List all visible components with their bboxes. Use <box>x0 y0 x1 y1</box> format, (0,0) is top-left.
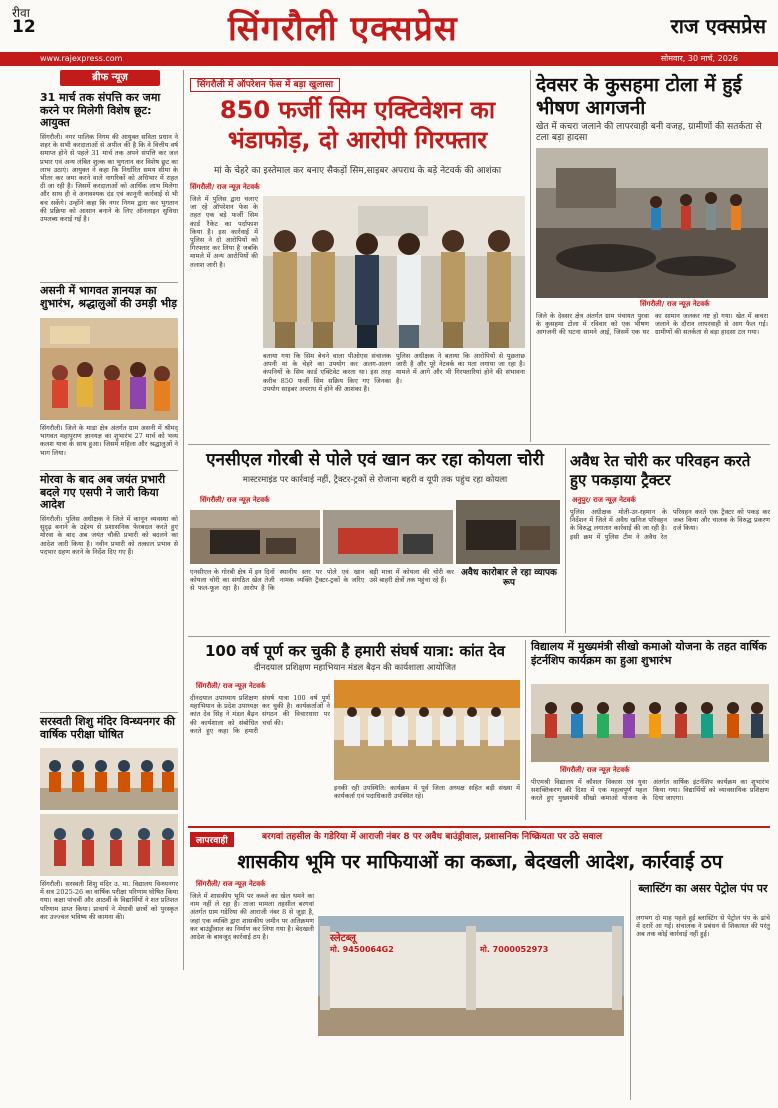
fire-photo <box>536 148 768 298</box>
coal-photo-2 <box>323 510 453 564</box>
story-headline: मोरवा के बाद अब जयंत प्रभारी बदले गए एसपी ने जारी किया आदेश <box>40 473 166 512</box>
land-headline: शासकीय भूमि पर माफियाओं का कब्जा, बेदखली आदेश, कार्रवाई ठप <box>237 851 723 873</box>
story-body: सिंगरौली। सरस्वती शिशु मंदिर उ. मा. विद्यालय विन्ध्यनगर में सत्र 2025-26 का वार्षिक परीक्षा परिणाम घोषित किया गया। कक्षा पांचवीं और आठवीं के विद्यार्थियों ने शत प्रतिशत परिणाम प्राप्त किया। प्राचार्य ने मेधावी छात्रों को पुरस्कृत कर उज्ज्वल भविष्य की कामना की। <box>40 880 178 921</box>
land-byline: सिंगरौली/ राज न्यूज़ नेटवर्क <box>196 880 266 888</box>
edition-info <box>12 6 36 37</box>
bhagwat-photo <box>40 318 178 420</box>
lead-subhead: मां के चेहरे का इस्तेमाल कर बनाए सैकड़ों सिम,साइबर अपराध के बड़े नेटवर्क की आशंका <box>213 166 502 176</box>
centenary-photo <box>334 680 520 780</box>
centenary-caption: इनकी रही उपस्थिति: कार्यक्रम में पूर्व जिला अध्यक्ष सहित बड़ी संख्या में कार्यकर्ता एवं पदाधिकारी उपस्थित रहे। <box>334 784 520 801</box>
school-photo-1 <box>40 748 178 810</box>
masthead <box>0 0 778 52</box>
brief-story-3 <box>40 474 178 705</box>
brief-news-header: ब्रीफ न्यूज़ <box>60 70 160 86</box>
coal-photo-1 <box>190 510 320 564</box>
centenary-headline: 100 वर्ष पूर्ण कर चुकी है हमारी संघर्ष यात्रा: कांत देव <box>205 642 505 660</box>
section-title: सिंगरौली एक्सप्रेस <box>228 9 458 49</box>
land-kicker: बरगवां तहसील के गडेरिया में आराजी नंबर 8 पर अवैध बाउंड्रीवाल, प्रशासनिक निष्क्रियता पर उठे सवाल <box>262 832 603 842</box>
sand-body: पुलिस अधीक्षक मोती-उर-रहमान के निर्देशन में जिले में अवैध खनिज परिवहन के विरुद्ध लगातार कार्रवाई की जा रही है। इसी क्रम में पुलिस टीम ने अवैध रेत परिवहन करते एक ट्रैक्टर को पकड़ कर जब्त किया और चालक के विरुद्ध प्रकरण दर्ज किया। <box>570 508 770 541</box>
coal-byline: सिंगरौली/ राज न्यूज़ नेटवर्क <box>200 496 270 504</box>
story-headline: सरस्वती शिशु मंदिर विन्ध्यनगर की वार्षिक परीक्षा घोषित <box>40 715 175 741</box>
issue-date: सोमवार, 30 मार्च, 2026 <box>660 54 738 63</box>
land-wall-photo <box>318 916 624 1036</box>
brief-story-2 <box>40 285 178 310</box>
school-photo-2 <box>40 814 178 876</box>
fire-subhead: खेत में कचरा जलाने की लापरवाही बनी वजह, ग्रामीणों की सतर्कता से टला बड़ा हादसा <box>536 122 762 143</box>
school-photo <box>531 684 769 762</box>
school-headline: विद्यालय में मुख्यमंत्री सीखो कमाओ योजना के तहत वार्षिक इंटर्नशिप कार्यक्रम का हुआ शुभारंभ <box>531 640 767 667</box>
lead-headline: 850 फर्जी सिम एक्टिवेशन का भंडाफोड़, दो आरोपी गिरफ्तार <box>219 96 496 154</box>
coal-box-head: अवैध कारोबार ले रहा व्यापक रूप <box>461 568 557 589</box>
lead-police-photo <box>263 196 525 348</box>
fire-headline: देवसर के कुसहमा टोला में हुई भीषण आगजनी <box>536 74 742 119</box>
story-headline: 31 मार्च तक संपत्ति कर जमा करने पर मिलेगी विशेष छूट: आयुक्त <box>40 91 161 130</box>
lead-body-col3: पुलिस अधीक्षक ने बताया कि आरोपियों से पूछताछ जारी है और पूरे नेटवर्क का पता लगाया जा रहा है। मामले में आगे और भी गिरफ्तारियां होने की संभावना है। <box>396 352 525 385</box>
coal-body: एनसीएल के गोरबी क्षेत्र में इन दिनों कोयला चोरी का संगठित खेल तेजी से फल-फूल रहा है। आरोप है कि स्थानीय स्तर पर पोले एवं खान नामक व्यक्ति ट्रैक्टर-ट्रकों के जरिए बड़ी मात्रा में कोयला की चोरी कर उसे बाहरी क्षेत्रों तक पहुंचा रहे हैं। <box>190 568 454 593</box>
wall-phone-2: मो. 7000052973 <box>480 945 549 954</box>
photo-caption: सिंगरौली। जिले के माडा क्षेत्र अंतर्गत ग्राम असनी में श्रीमद् भागवत महापुराण ज्ञानयज्ञ का शुभारंभ 27 मार्च को भव्य कलश यात्रा के साथ हुआ। जिसमें महिला और श्रद्धालुओं ने भाग लिया। <box>40 424 178 457</box>
coal-headline: एनसीएल गोरबी से पोले एवं खान कर रहा कोयला चोरी <box>206 450 544 470</box>
edition-city: रीवा <box>12 6 30 20</box>
coal-subhead: मास्टरमाइंड पर कार्रवाई नहीं, ट्रैक्टर-ट्रकों से रोजाना बहरी व यूपी तक पहुंच रहा कोयला <box>242 475 508 485</box>
lead-body-col2: बताया गया कि सिम बेचने वाला पीओएस संचालक अपनी मां के चेहरे का उपयोग कर अलग-अलग कंपनियों के सिम कार्ड एक्टिवेट करता था। इस तरह करीब 850 फर्जी सिम सक्रिय किए गए जिनका उपयोग साइबर अपराध में होने की आशंका है। <box>263 352 391 393</box>
blast-box-head: ब्लास्टिंग का असर पेट्रोल पंप पर <box>638 882 768 895</box>
sand-byline: अनुपुर/ राज न्यूज़ नेटवर्क <box>572 496 636 504</box>
lead-kicker: सिंगरौली में ऑपरेशन फेस में बड़ा खुलासा <box>190 72 340 91</box>
fire-byline: सिंगरौली/ राज न्यूज़ नेटवर्क <box>640 300 710 308</box>
sand-headline: अवैध रेत चोरी कर परिवहन करते हुए पकड़ाया ट्रैक्टर <box>570 452 751 489</box>
centenary-body: दीनदयाल उपाध्याय प्रशिक्षण महाभियान के प्रदेश उपाध्यक्ष कांत देव सिंह ने मंडल बैढ़न की कार्यशाला को संबोधित करते हुए कहा कि हमारी संघर्ष यात्रा 100 वर्ष पूर्ण कर चुकी है। कार्यकर्ताओं ने संगठन की विचारधारा पर चर्चा की। <box>190 694 330 735</box>
centenary-subhead: दीनदयाल प्रशिक्षण महाभियान मंडल बैढ़न की कार्यशाला आयोजित <box>254 663 456 673</box>
wall-phone-1: मो. 9450064G2 <box>330 945 394 954</box>
land-body: जिले में शासकीय भूमि पर कब्जे का खेल थमने का नाम नहीं ले रहा है। ताजा मामला तहसील बरगवां अंतर्गत ग्राम गडेरिया की आराजी नंबर 8 से जुड़ा है, जहां एक व्यक्ति द्वारा शासकीय जमीन पर अतिक्रमण कर बाउंड्रीवाल का निर्माण कर लिया गया है। बेदखली आदेश के बावजूद कार्रवाई ठप है। <box>190 892 314 942</box>
story-headline: असनी में भागवत ज्ञानयज्ञ का शुभारंभ, श्रद्धालुओं की उमड़ी भीड़ <box>40 284 178 310</box>
lead-byline: सिंगरौली/ राज न्यूज़ नेटवर्क <box>190 183 260 191</box>
story-body: सिंगरौली। पुलिस अधीक्षक ने जिले में कानून व्यवस्था को सुदृढ़ बनाने के उद्देश्य से प्रशासनिक फेरबदल करते हुए मोरवा के बाद अब जयंत चौकी प्रभारी को बदलने का आदेश जारी किया है। नवीन प्रभारी को तत्काल प्रभाव से पदभार ग्रहण करने के निर्देश दिए गए हैं। <box>40 514 178 556</box>
page-number: 12 <box>12 17 36 37</box>
centenary-byline: सिंगरौली/ राज न्यूज़ नेटवर्क <box>196 682 266 690</box>
brief-story-1 <box>40 92 178 283</box>
school-byline: सिंगरौली/ राज न्यूज़ नेटवर्क <box>560 766 630 774</box>
date-bar <box>0 52 778 66</box>
story-body: सिंगरौली। नगर पालिक निगम की आयुक्त सविता प्रधान ने शहर के सभी करदाताओं से अपील की है कि वे वित्तीय वर्ष समाप्त होने से पहले 31 मार्च तक अपने संपत्ति कर जल प्रभार एवं अन्य लंबित शुल्क का भुगतान कर विशेष छूट का लाभ उठाएं। आयुक्त ने कहा कि निर्धारित समय सीमा के भीतर कर जमा करने वाले नागरिकों को अधिभार में राहत दी जा रही है। जिसमें करदाताओं को आर्थिक लाभ मिलेगा और साथ ही वे अनावश्यक दंड एवं कानूनी कार्रवाई से भी बच सकेंगे। उन्होंने कहा कि नगर निगम द्वारा कर भुगतान की प्रक्रिया को आसान बनाने के लिए ऑनलाइन सुविधा उपलब्ध कराई गई है। <box>40 132 178 223</box>
school-body: पीएमश्री विद्यालय में कौशल विकास एवं युवा सशक्तिकरण की दिशा में एक महत्वपूर्ण पहल करते हुए मुख्यमंत्री सीखो कमाओ योजना के अंतर्गत वार्षिक इंटर्नशिप कार्यक्रम का शुभारंभ किया गया। विद्यार्थियों को व्यावसायिक प्रशिक्षण दिया जाएगा। <box>531 778 769 803</box>
coal-photo-3 <box>456 500 560 564</box>
lead-body-col1: जिले में पुलिस द्वारा चलाए जा रहे ऑपरेशन फेस के तहत एक बड़े फर्जी सिम कार्ड रैकेट का पर्दाफाश किया है। इस कार्रवाई में पुलिस ने दो आरोपियों को गिरफ्तार कर लिया है जबकि मामले में अन्य आरोपियों की तलाश जारी है। <box>190 195 258 269</box>
wall-sign-1: स्लेटब्लू <box>330 933 356 944</box>
website-url[interactable]: www.rajexpress.com <box>40 54 123 63</box>
brief-story-4 <box>40 716 178 741</box>
blast-box-body: लगभग दो माह पहले हुई ब्लास्टिंग से पेट्रोल पंप के ढांचे में दरारें आ गईं। संचालक ने प्रबंधन से शिकायत की परंतु अब तक कोई कार्रवाई नहीं हुई। <box>636 914 770 939</box>
land-tag: लापरवाही <box>190 832 234 847</box>
brand-name: राज एक्सप्रेस <box>670 14 766 38</box>
fire-body: जिले के देवसर क्षेत्र अंतर्गत ग्राम पंचायत पुरवा के कुसहमा टोला में रविवार को एक भीषण आगजनी की घटना सामने आई, जिसमें एक घर का सामान जलकर नष्ट हो गया। खेत में कचरा जलाने के दौरान लापरवाही से आग फैल गई। ग्रामीणों की सतर्कता से बड़ा हादसा टल गया। <box>536 312 768 337</box>
